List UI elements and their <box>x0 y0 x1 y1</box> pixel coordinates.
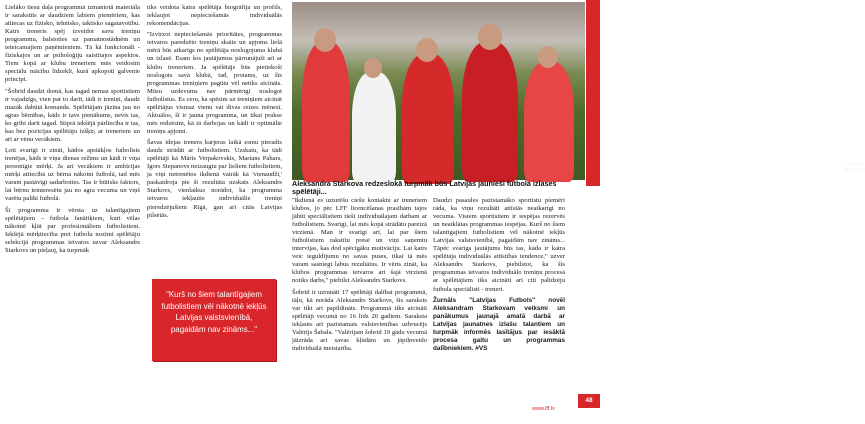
article-column-3 <box>292 197 427 356</box>
article-column-1 <box>5 4 140 258</box>
paragraph: Šobrīd ir uzrunāti 17 spēlētāji dalībai programmā, tāļu, kā norāda Aleksandrs Starkovs, šis saraksts var tikt arī papildināts. Programmā tiks aicināti spēlētāji vecumā no 16 līdz 20 gadiem. Saraksta iekļauts arī pazīstamais valstsvienības uzbrucējs Valērijs Šabala. "Valērijam šobrīd 19 gadu vecumā jāizrāda ari savas kļūdām un jāpilnveido individuālā meistarība. <box>292 288 427 353</box>
pull-quote <box>152 279 276 361</box>
paragraph: "Ikdienā es uzturēšu ciešu kontaktu ar treneriem klubos, jo pēc LFF licencēšanas prasībām tajos jābūt speciālistiem tieši individuālajam darbam ar futbolistiem. Svarīgi, lai mēs kopā strādātu pareizā virzienā. Man ir svarīgi arī, lai par šiem futbolistiem rakstītu presē un viņi saņemtu intervijas, kas dod spēcīgāku motivāciju. Lai katrs veic ieguldījumu no savas puses, tikai tā mēs varam sasniegt labus rezultātus. Ir vērts zināt, ka klubos programmas ietvaros ari šajā virzienā notiks darbs," piebilst Aleksandrs Starkovs. <box>292 197 427 285</box>
page-number: 48 <box>578 394 600 408</box>
page-edge-strip <box>586 0 600 186</box>
paragraph: Daudzi pasaules pazīstamāko sportistu piemēri rāda, ka viņu rezultāti attīstās neatkarīgi no vecuma. Visiem sportistiem ir iespējas rezervēs un neatklātas programmas iespējas. Kurš no šiem talantīgajiem futbolistiem vēl nākotnē iekļūs Latvijas valstsvienībā, pagaidām nav zināms... Tāpēc svarīgs jautājums būs tas, kāda ir katra spēlētāja individuālās attīstības tendence," uzver Aleksandrs Starkovs, piebilstot, ka šīs programmas ietvaros individuālo treniņu procesā ar spēlētājiem tiks aicināti arī citi palīdzēju futbola speciālisti - treneri. <box>433 197 565 293</box>
paragraph: Šavas idejas trenera karjeras laikā esmu pieradis daudz strādāt ar futbolistiem. Uzskatu, ka tādi spēlētāji kā Māris Verpakovskis, Marians Pahars, Igors Stepanovs neizaugtu par lieliem futbolistiem, ja viņi netrenētos ikdienā vairāk kā 'vienaudži,' paskaidroja pie šī rezultāta uzskats Aleksandrs Starkovs, vienlaikus norādot, ka programma ietvaros iekļautie individuālie treniņi pieredzējušiem Rīgā, gan arī citās Latvijas pilsētās. <box>147 139 282 219</box>
pull-quote-text: "Kurš no šiem talantīgajiem futbolistiem vēl nākotnē iekļūs Latvijas valstsvienībā, pagaidām nav zināms..." <box>161 290 267 334</box>
photo-credit: © FOTO: www.lff.lv <box>844 162 865 172</box>
closing-note: Žurnāls "Latvijas Futbols" novēl Aleksandram Starkovam veiksmi un panākumus jaunajā amatā darbā ar Latvijas jaunatnes izlašu talantiem un turpmāk informēs lasītājus par iesāktā procesa gaitu un programmas dalībniekiem. #VS <box>433 296 565 352</box>
team-photo <box>292 2 865 180</box>
paragraph: "Izvirzot nepieciešamās prioritātes, programmas ietvaros paredzēto treniņu skaits un apjoms lielā mērā būs atkarīgs no spēlētāja noslogojuma klubā un izlasē. Esam šos jautājumus pārrunājuši arī ar klubu treneriem. Ja spēlētājs būs pietiekoši noslogots savā klubā, tad, protams, uz šīs programmas treniņiem pagūtu vēl netiks aicināts. Mūsu uzdevums nav pārmērīgi noslogot futbolistus. Es ceru, ka spēsim uz treniņiem aicināt spēlētājus vismaz vienu vai divas reizes mēnesī. Aktuālos, šī ir jauna programma, un tikai prakse mēs redzēsim, kā tā darbojas un kādi ir optimālie treniņu apjomi. <box>147 31 282 135</box>
article-column-2 <box>147 4 282 223</box>
paragraph: tiks veidota katra spēlētāja biogrāfija un profils, ieklaujot nepieciešamās individuālās rekomendācijas. <box>147 4 282 28</box>
photo-caption: Aleksandra Starkova redzeslokā turpmāk būs Latvijas jaunieši futbola izlases spēlētāji... <box>292 179 557 197</box>
paragraph: "Šobrīd daudzi domā, kas tagad nemaz sportistiem ir vajadzīgs, vien par to darīt, tādi ir treniņi, daudz mazāk dabūtā komanda. Spēlētājam jāzina jau no agras bērnības, kāds ir tavs pienākums, nevis tas, ko gribi darīt tagad. Stiprā iekšējā pārliecība ir tas, kas bez pozīcijas spēlētāju izšķir, ar treneriem un arī ar vēnu vecākiem. <box>5 87 140 143</box>
paragraph: Šī programma ir vērsta uz talantīgajiem spēlētājiem – futbola fanātiķiem, kuri vēlas nākotnē kļūt par profesionāliem futbolistiem. Iekšējā mērķtiecība pret futbolu nozīmī spēlētāju selekcijā programmas ietvaros uzvar Aleksandrs Starkovs un pieļauj, ka turpmāk <box>5 206 140 254</box>
paragraph: Ļoti svarīgi ir zināt, kādos apstākļos futbolists trenējas, kāds ir viņa dienas režīms un kādi ir viņa personīgie mērķi. Ja ari vecākiem ir ambīcijas mērķi attiecībā uz bērna nākotni futbolā, tad mēs varam pastāvīgi sadarboties. Tas ir būtisks faktors, lai bērnu ieinteresētu jau no agra vecuma un viņš varētu palikt futbolā. <box>5 147 140 203</box>
paragraph: Lielāko tiesu daļa programmā izmantotā materiāla ir sarakstīts ar daudziem labiem piemēriem, kas attiecas uz fizisko, tehnisko, taktisko sagatavotību. Katrs treneris spēj izveidot savu treniņu programmu, balstoties uz pamatnostādnēm un ieteicamajiem paņēmieniem. Tā kā funkcionāli - fiziskajos un ar psiholoģiju saistītajos aspektos. Tiem kopā ar klubu treneriem mēs veidosim speciālu mācību līdzekli, kurā apkopoti galvenie principi. <box>5 4 140 84</box>
website-link[interactable]: www.lff.lv <box>532 406 555 412</box>
article-column-4 <box>433 197 565 356</box>
